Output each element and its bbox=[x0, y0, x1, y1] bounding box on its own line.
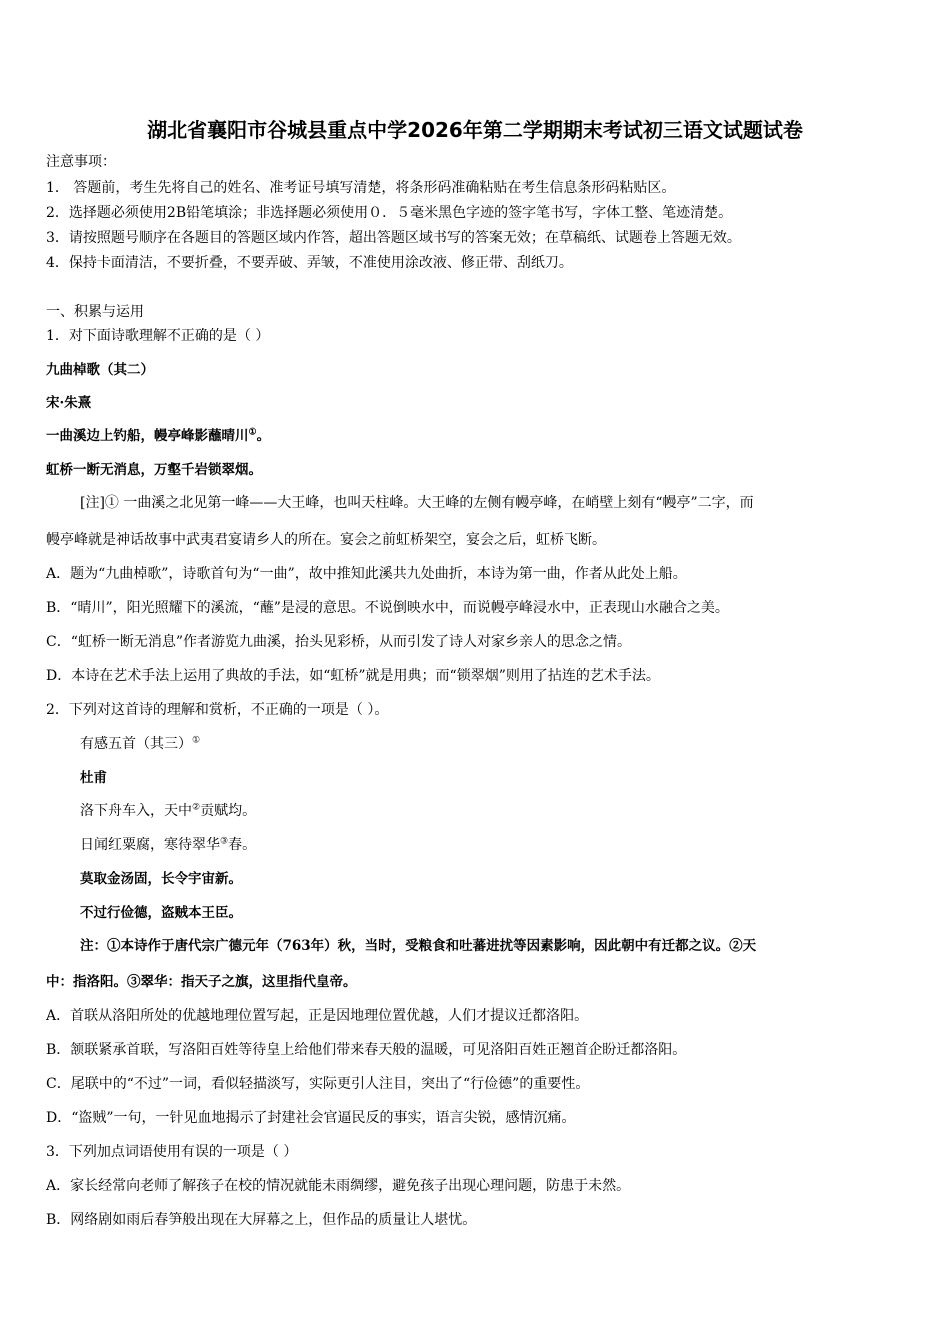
q1-poem-title: 九曲棹歌（其二） bbox=[46, 362, 154, 378]
q2-poem-author: 杜甫 bbox=[80, 770, 107, 786]
q2-option-d: D．“盗贼”一句，一针见血地揭示了封建社会官逼民反的事实，语言尖锐，感情沉痛。 bbox=[46, 1110, 576, 1126]
q2-poem-line-1 bbox=[80, 801, 256, 821]
q1-line1-note-mark: ① bbox=[248, 427, 257, 438]
q1-option-b: B．“晴川”，阳光照耀下的溪流，“蘸”是浸的意思。不说倒映水中，而说幔亭峰浸水中，正表现山水融合之美。 bbox=[46, 600, 729, 616]
q1-note-line-1: [注]① 一曲溪之北见第一峰——大王峰，也叫天柱峰。大王峰的左侧有幔亭峰，在峭壁上刻有“幔亭”二字，而 bbox=[80, 495, 754, 511]
q2-title-text: 有感五首（其三） bbox=[80, 736, 192, 752]
question-3-stem: 3．下列加点词语使用有误的一项是（ ） bbox=[46, 1144, 298, 1160]
question-2-stem: 2．下列对这首诗的理解和赏析，不正确的一项是（ ）。 bbox=[46, 702, 389, 718]
notice-item-2: 2．选择题必须使用2B铅笔填涂；非选择题必须使用０．５毫米黑色字迹的签字笔书写，字体工整、笔迹清楚。 bbox=[46, 205, 733, 221]
q3-option-b: B．网络剧如雨后春笋般出现在大屏幕之上，但作品的质量让人堪忧。 bbox=[46, 1212, 477, 1228]
q1-option-d: D．本诗在艺术手法上运用了典故的手法，如“虹桥”就是用典；而“锁翠烟”则用了拈连的艺术手法。 bbox=[46, 668, 660, 684]
q2-option-c: C．尾联中的“不过”一词，看似轻描淡写，实际更引人注目，突出了“行俭德”的重要性。 bbox=[46, 1076, 590, 1092]
q1-note-line-2: 幔亭峰就是神话故事中武夷君宴请乡人的所在。宴会之前虹桥架空，宴会之后，虹桥飞断。 bbox=[46, 532, 606, 548]
notice-heading: 注意事项： bbox=[46, 154, 116, 170]
q1-poem-line-2: 虹桥一断无消息，万壑千岩锁翠烟。 bbox=[46, 462, 262, 478]
page-title: 湖北省襄阳市谷城县重点中学2026年第二学期期末考试初三语文试题试卷 bbox=[147, 118, 803, 142]
q2-note-line-1: 注：①本诗作于唐代宗广德元年（763年）秋，当时，受粮食和吐蕃进扰等因素影响，因此朝中有迁都之议。②天 bbox=[80, 938, 757, 954]
q2-option-a: A．首联从洛阳所处的优越地理位置写起，正是因地理位置优越，人们才提议迁都洛阳。 bbox=[46, 1008, 589, 1024]
q2-line2-a: 日闻红粟腐，寒待翠华 bbox=[80, 837, 220, 853]
q1-option-c: C．“虹桥一断无消息”作者游览九曲溪，抬头见彩桥，从而引发了诗人对家乡亲人的思念之情。 bbox=[46, 634, 632, 650]
q2-option-b: B．颔联紧承首联，写洛阳百姓等待皇上给他们带来春天般的温暖，可见洛阳百姓正翘首企盼迁都洛阳。 bbox=[46, 1042, 687, 1058]
notice-item-4: 4．保持卡面清洁，不要折叠，不要弄破、弄皱，不准使用涂改液、修正带、刮纸刀。 bbox=[46, 255, 573, 271]
notice-item-1: 1． 答题前，考生先将自己的姓名、准考证号填写清楚，将条形码准确粘贴在考生信息条形码粘贴区。 bbox=[46, 180, 676, 196]
q2-line1-b: 贡赋均。 bbox=[200, 803, 257, 819]
q1-line1-end: 。 bbox=[256, 428, 271, 444]
q2-poem-title bbox=[80, 734, 200, 754]
q2-title-note-mark: ① bbox=[192, 735, 201, 746]
q1-option-a: A．题为“九曲棹歌”，诗歌首句为“一曲”，故中推知此溪共九处曲折，本诗为第一曲，作者从此处上船。 bbox=[46, 566, 687, 582]
q2-poem-line-3: 莫取金汤固，长令宇宙新。 bbox=[80, 871, 242, 887]
q2-line2-b: 春。 bbox=[228, 837, 257, 853]
section-heading: 一、积累与运用 bbox=[46, 304, 144, 320]
q1-poem-line-1 bbox=[46, 426, 270, 446]
q2-poem-line-4: 不过行俭德，盗贼本王臣。 bbox=[80, 905, 242, 921]
question-1-stem: 1．对下面诗歌理解不正确的是（ ） bbox=[46, 328, 270, 344]
q2-line2-note-mark: ③ bbox=[220, 836, 229, 847]
q2-poem-line-2 bbox=[80, 835, 256, 855]
q2-line1-note-mark: ② bbox=[192, 802, 201, 813]
q3-option-a: A．家长经常向老师了解孩子在校的情况就能未雨绸缪，避免孩子出现心理问题，防患于未然。 bbox=[46, 1178, 631, 1194]
q1-line1-text: 一曲溪边上钓船，幔亭峰影蘸晴川 bbox=[46, 428, 249, 444]
notice-item-3: 3．请按照题号顺序在各题目的答题区域内作答，超出答题区域书写的答案无效；在草稿纸、试题卷上答题无效。 bbox=[46, 230, 741, 246]
q2-note-line-2: 中：指洛阳。③翠华：指天子之旗，这里指代皇帝。 bbox=[46, 974, 357, 990]
q2-line1-a: 洛下舟车入，天中 bbox=[80, 803, 192, 819]
q1-poem-author: 宋·朱熹 bbox=[46, 395, 92, 411]
